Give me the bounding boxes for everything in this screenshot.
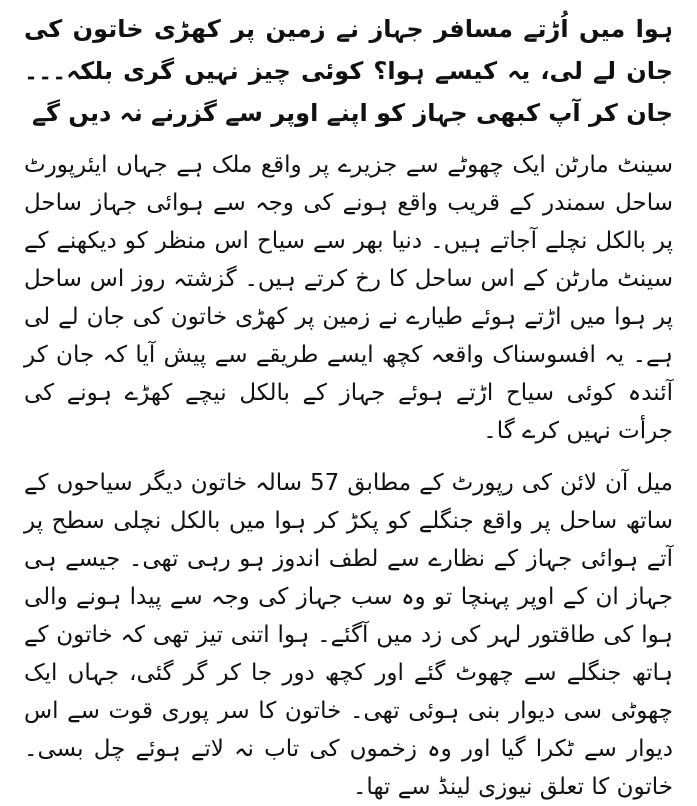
article-headline: ہوا میں اُڑتے مسافر جہاز نے زمین پر کھڑی خاتون کی جان لے لی، یہ کیسے ہوا؟ کوئی چیز نہیں گری بلکہ۔۔۔ جان کر آپ کبھی جہاز کو اپنے اوپر سے گزرنے نہ دیں گے: [24, 15, 673, 127]
article-paragraph-2: میل آن لائن کی رپورٹ کے مطابق 57 سالہ خاتون دیگر سیاحوں کے ساتھ ساحل پر واقع جنگلے کو پکڑ کر ہوا میں بالکل نچلی سطح پر آتے ہوائی جہاز کے نظارے سے لطف اندوز ہو رہی تھی۔ جیسے ہی جہاز ان کے اوپر پہنچا تو وہ سب جہاز کی وجہ سے پیدا ہونے والی ہوا کی طاقتور لہر کی زد میں آگئے۔ ہوا اتنی تیز تھی کہ خاتون کے ہاتھ جنگلے سے چھوٹ گئے اور کچھ دور جا کر گر گئی، جہاں ایک چھوٹی سی دیوار بنی ہوئی تھی۔ خاتون کا سر پوری قوت سے اس دیوار سے ٹکرا گیا اور وہ زخموں کی تاب نہ لاتے ہوئے چل بسی۔ خاتون کا تعلق نیوزی لینڈ سے تھا۔: [24, 470, 674, 800]
article-paragraph-1: سینٹ مارٹن ایک چھوٹے سے جزیرے پر واقع ملک ہے جہاں ایئرپورٹ ساحل سمندر کے قریب واقع ہونے کی وجہ سے ہوائی جہاز ساحل پر بالکل نچلے آجاتے ہیں۔ دنیا بھر سے سیاح اس منظر کو دیکھنے کے سینٹ مارٹن کے اس ساحل کا رخ کرتے ہیں۔ گزشتہ روز اس ساحل پر ہوا میں اڑتے ہوئے طیارے نے زمین پر کھڑی خاتون کی جان لے لی ہے۔ یہ افسوسناک واقعہ کچھ ایسے طریقے سے پیش آیا کہ جان کر آئندہ کوئی سیاح اڑتے ہوئے جہاز کے بالکل نیچے کھڑے ہونے کی جرأت نہیں کرے گا۔: [24, 152, 673, 444]
